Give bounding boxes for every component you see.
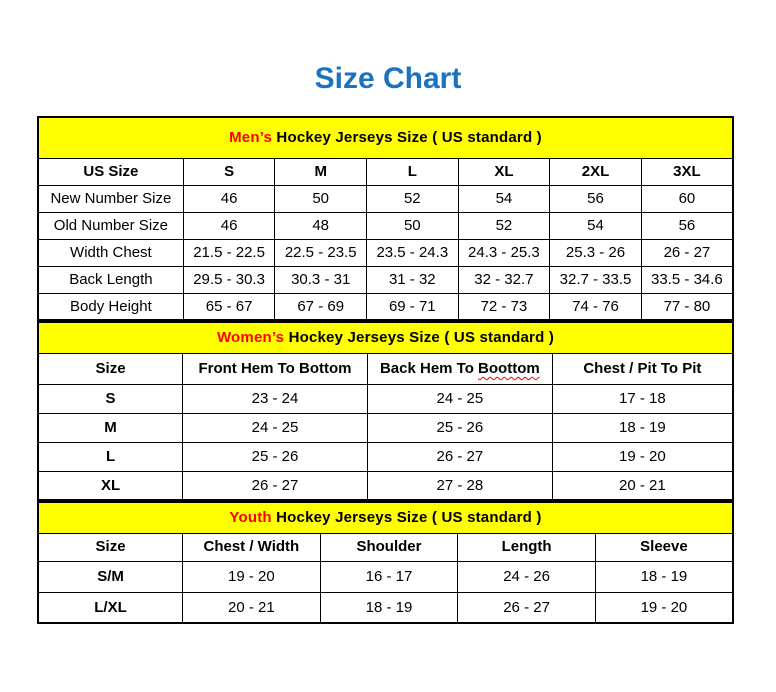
youth-value-cell: 18 - 19	[595, 561, 733, 592]
youth-column-header: Shoulder	[320, 533, 458, 561]
mens-value-cell: 69 - 71	[367, 293, 459, 320]
mens-value-cell: 25.3 - 26	[550, 239, 642, 266]
mens-value-cell: 65 - 67	[183, 293, 275, 320]
mens-data-row	[38, 212, 733, 239]
mens-data-row	[38, 266, 733, 293]
womens-column-header: Front Hem To Bottom	[183, 353, 368, 384]
womens-row-label: XL	[38, 471, 183, 500]
youth-band-accent-word: Youth	[229, 509, 272, 527]
mens-value-cell: 52	[458, 212, 550, 239]
womens-data-row	[38, 413, 733, 442]
youth-column-header: Size	[38, 533, 183, 561]
mens-value-cell: 60	[641, 185, 733, 212]
mens-column-header: XL	[458, 158, 550, 185]
mens-band-row	[38, 117, 733, 158]
youth-row-label: S/M	[38, 561, 183, 592]
womens-band-title-rest: Hockey Jerseys Size ( US standard )	[284, 329, 555, 347]
womens-band-row	[38, 322, 733, 353]
womens-value-cell: 17 - 18	[552, 384, 733, 413]
womens-size-table	[37, 321, 734, 501]
youth-header-row	[38, 533, 733, 561]
mens-value-cell: 56	[550, 185, 642, 212]
youth-value-cell: 16 - 17	[320, 561, 458, 592]
womens-band-accent-word: Women’s	[216, 329, 285, 347]
mens-header-row	[38, 158, 733, 185]
womens-data-row	[38, 471, 733, 500]
mens-band-title-rest: Hockey Jerseys Size ( US standard )	[272, 129, 542, 147]
mens-value-cell: 74 - 76	[550, 293, 642, 320]
womens-value-cell: 27 - 28	[367, 471, 552, 500]
youth-value-cell: 20 - 21	[183, 592, 321, 623]
mens-value-cell: 46	[183, 212, 275, 239]
mens-value-cell: 52	[367, 185, 459, 212]
youth-column-header: Chest / Width	[183, 533, 321, 561]
womens-column-header: Chest / Pit To Pit	[552, 353, 733, 384]
mens-value-cell: 56	[641, 212, 733, 239]
misspelled-word: Boottom	[478, 359, 540, 377]
mens-value-cell: 50	[275, 185, 367, 212]
mens-column-header: M	[275, 158, 367, 185]
mens-data-row	[38, 239, 733, 266]
womens-value-cell: 25 - 26	[183, 442, 368, 471]
mens-value-cell: 54	[550, 212, 642, 239]
size-tables	[37, 116, 734, 624]
mens-value-cell: 30.3 - 31	[275, 266, 367, 293]
mens-size-table	[37, 116, 734, 321]
youth-value-cell: 26 - 27	[458, 592, 596, 623]
mens-value-cell: 77 - 80	[641, 293, 733, 320]
mens-value-cell: 21.5 - 22.5	[183, 239, 275, 266]
mens-value-cell: 32 - 32.7	[458, 266, 550, 293]
womens-value-cell: 25 - 26	[367, 413, 552, 442]
womens-column-header	[367, 353, 552, 384]
mens-row-label: Width Chest	[38, 239, 183, 266]
mens-band-accent-word: Men’s	[229, 129, 273, 147]
womens-row-label: S	[38, 384, 183, 413]
mens-value-cell: 29.5 - 30.3	[183, 266, 275, 293]
mens-band-title	[38, 117, 733, 158]
mens-value-cell: 33.5 - 34.6	[641, 266, 733, 293]
header-text: Back Hem To	[379, 359, 479, 377]
womens-row-label: M	[38, 413, 183, 442]
youth-value-cell: 19 - 20	[595, 592, 733, 623]
womens-band-title	[38, 322, 733, 353]
mens-column-header: 3XL	[641, 158, 733, 185]
mens-value-cell: 23.5 - 24.3	[367, 239, 459, 266]
mens-data-row	[38, 185, 733, 212]
mens-value-cell: 48	[275, 212, 367, 239]
youth-size-table	[37, 501, 734, 624]
youth-data-row	[38, 592, 733, 623]
mens-value-cell: 22.5 - 23.5	[275, 239, 367, 266]
mens-value-cell: 24.3 - 25.3	[458, 239, 550, 266]
mens-row-label: Back Length	[38, 266, 183, 293]
youth-data-row	[38, 561, 733, 592]
mens-value-cell: 31 - 32	[367, 266, 459, 293]
womens-value-cell: 26 - 27	[183, 471, 368, 500]
womens-data-row	[38, 384, 733, 413]
womens-value-cell: 26 - 27	[367, 442, 552, 471]
youth-column-header: Length	[458, 533, 596, 561]
womens-value-cell: 23 - 24	[183, 384, 368, 413]
youth-band-row	[38, 502, 733, 533]
mens-column-header: 2XL	[550, 158, 642, 185]
womens-value-cell: 24 - 25	[367, 384, 552, 413]
mens-value-cell: 50	[367, 212, 459, 239]
mens-column-header: US Size	[38, 158, 183, 185]
mens-column-header: S	[183, 158, 275, 185]
mens-value-cell: 46	[183, 185, 275, 212]
mens-value-cell: 32.7 - 33.5	[550, 266, 642, 293]
youth-value-cell: 18 - 19	[320, 592, 458, 623]
page-title: Size Chart	[314, 62, 462, 95]
womens-value-cell: 20 - 21	[552, 471, 733, 500]
mens-row-label: Body Height	[38, 293, 183, 320]
mens-column-header: L	[367, 158, 459, 185]
mens-data-row	[38, 293, 733, 320]
youth-band-title-rest: Hockey Jerseys Size ( US standard )	[271, 509, 542, 527]
youth-value-cell: 19 - 20	[183, 561, 321, 592]
mens-value-cell: 54	[458, 185, 550, 212]
mens-row-label: Old Number Size	[38, 212, 183, 239]
mens-value-cell: 67 - 69	[275, 293, 367, 320]
youth-row-label: L/XL	[38, 592, 183, 623]
womens-column-header: Size	[38, 353, 183, 384]
womens-value-cell: 24 - 25	[183, 413, 368, 442]
womens-header-row	[38, 353, 733, 384]
mens-value-cell: 26 - 27	[641, 239, 733, 266]
mens-value-cell: 72 - 73	[458, 293, 550, 320]
youth-band-title	[38, 502, 733, 533]
youth-column-header: Sleeve	[595, 533, 733, 561]
womens-value-cell: 19 - 20	[552, 442, 733, 471]
womens-value-cell: 18 - 19	[552, 413, 733, 442]
womens-data-row	[38, 442, 733, 471]
womens-row-label: L	[38, 442, 183, 471]
mens-row-label: New Number Size	[38, 185, 183, 212]
youth-value-cell: 24 - 26	[458, 561, 596, 592]
